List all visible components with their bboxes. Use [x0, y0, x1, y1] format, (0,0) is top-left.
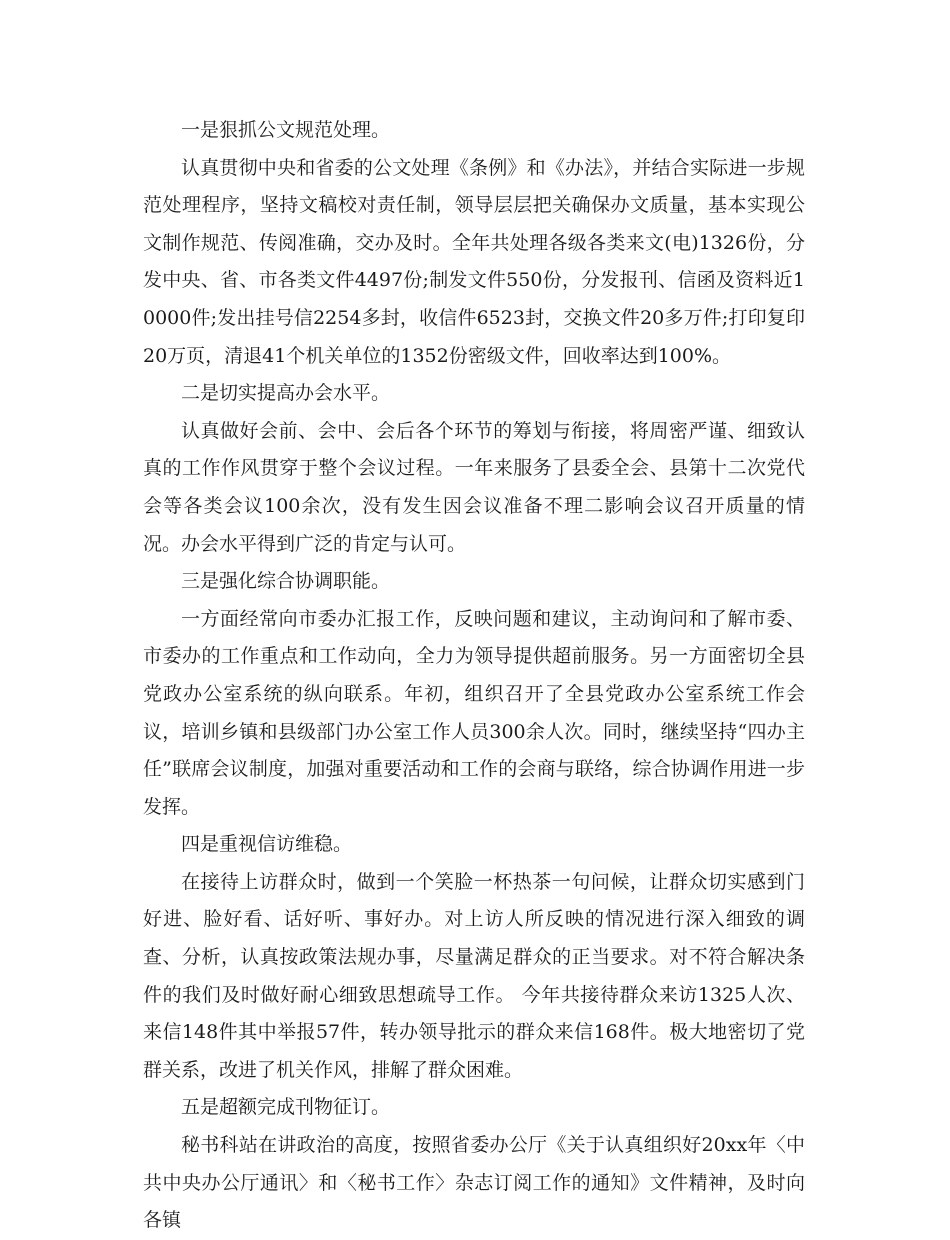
section-4-body: 在接待上访群众时，做到一个笑脸一杯热茶一句问候，让群众切实感到门好进、脸好看、话好听、事好办。对上访人所反映的情况进行深入细致的调查、分析，认真按政策法规办事，尽量满足群众的正当要求。对不符合解决条件的我们及时做好耐心细致思想疏导工作。 今年共接待群众来访1325人次、来信148件其中举报57件，转办领导批示的群众来信168件。极大地密切了党群关系，改进了机关作风，排解了群众困难。: [143, 870, 805, 1081]
section-1-heading: 一是狠抓公文规范处理。: [181, 119, 391, 141]
section-5-body: 秘书科站在讲政治的高度，按照省委办公厅《关于认真组织好20xx年〈中共中央办公厅通讯〉和〈秘书工作〉杂志订阅工作的通知》文件精神，及时向各镇: [143, 1134, 805, 1232]
section-3-body: 一方面经常向市委办汇报工作，反映问题和建议，主动询问和了解市委、市委办的工作重点和工作动向，全力为领导提供超前服务。另一方面密切全县党政办公室系统的纵向联系。年初，组织召开了全县党政办公室系统工作会议，培训乡镇和县级部门办公室工作人员300余人次。同时，继续坚持“四办主任”联席会议制度，加强对重要活动和工作的会商与联络，综合协调作用进一步发挥。: [143, 607, 805, 818]
section-2-heading: 二是切实提高办会水平。: [181, 382, 391, 405]
section-3-heading: 三是强化综合协调职能。: [181, 570, 391, 593]
section-5-heading: 五是超额完成刊物征订。: [181, 1096, 391, 1119]
section-1-body: 认真贯彻中央和省委的公文处理《条例》和《办法》，并结合实际进一步规范处理程序，坚持文稿校对责任制，领导层层把关确保办文质量，基本实现公文制作规范、传阅准确，交办及时。全年共处理各级各类来文(电)1326份，分发中央、省、市各类文件4497份;制发文件550份，分发报刊、信函及资料近10000件;发出挂号信2254多封，收信件6523封，交换文件20多万件;打印复印20万页，清退41个机关单位的1352份密级文件，回收率达到100%。: [143, 156, 805, 367]
section-4-heading: 四是重视信访维稳。: [181, 833, 353, 856]
document-page: [143, 112, 805, 1240]
section-2-body: 认真做好会前、会中、会后各个环节的筹划与衔接，将周密严谨、细致认真的工作作风贯穿于整个会议过程。一年来服务了县委全会、县第十二次党代会等各类会议100余次，没有发生因会议准备不理二影响会议召开质量的情况。办会水平得到广泛的肯定与认可。: [143, 419, 805, 555]
